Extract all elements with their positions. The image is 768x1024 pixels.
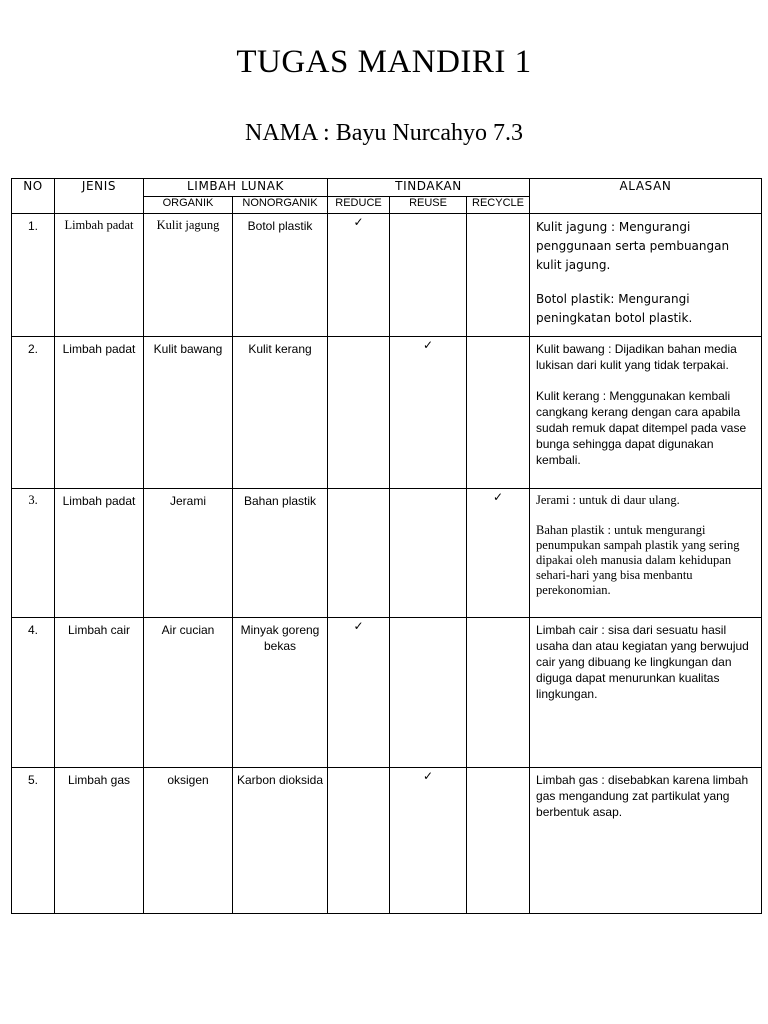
reuse-cell	[390, 768, 467, 914]
header-reuse: REUSE	[390, 197, 467, 214]
reduce-cell	[328, 768, 390, 914]
header-reduce: REDUCE	[328, 197, 390, 214]
row-nonorganik: Minyak goreng bekas	[233, 618, 328, 768]
header-limbah-lunak: LIMBAH LUNAK	[144, 179, 328, 197]
row-nonorganik: Bahan plastik	[233, 489, 328, 618]
alasan-text: Jerami : untuk di daur ulang.	[536, 493, 680, 507]
header-tindakan: TINDAKAN	[328, 179, 530, 197]
row-alasan	[530, 618, 762, 768]
row-jenis: Limbah padat	[55, 489, 144, 618]
row-organik: Kulit bawang	[144, 337, 233, 489]
alasan-text: Botol plastik: Mengurangi peningkatan botol plastik.	[536, 292, 693, 325]
row-number: 1.	[12, 214, 55, 337]
alasan-text: Kulit jagung : Mengurangi penggunaan serta pembuangan kulit jagung.	[536, 220, 730, 272]
header-no: NO	[12, 179, 55, 214]
check-icon: ✓	[422, 338, 434, 352]
row-nonorganik: Botol plastik	[233, 214, 328, 337]
row-nonorganik: Karbon dioksida	[233, 768, 328, 914]
recycle-cell	[467, 768, 530, 914]
reduce-cell	[328, 337, 390, 489]
row-jenis: Limbah padat	[55, 337, 144, 489]
row-number: 4.	[12, 618, 55, 768]
header-row-top	[12, 179, 762, 197]
reduce-cell	[328, 489, 390, 618]
reuse-cell	[390, 214, 467, 337]
reduce-cell	[328, 214, 390, 337]
waste-table	[11, 178, 762, 914]
reuse-cell	[390, 337, 467, 489]
document-title: TUGAS MANDIRI 1	[236, 44, 532, 80]
check-icon: ✓	[492, 490, 504, 504]
row-organik: oksigen	[144, 768, 233, 914]
student-name: NAMA : Bayu Nurcahyo 7.3	[245, 120, 523, 146]
header-organik: ORGANIK	[144, 197, 233, 214]
row-organik: Jerami	[144, 489, 233, 618]
reduce-cell	[328, 618, 390, 768]
row-alasan	[530, 337, 762, 489]
recycle-cell	[467, 618, 530, 768]
header-jenis: JENIS	[55, 179, 144, 214]
row-jenis: Limbah gas	[55, 768, 144, 914]
alasan-text: Limbah gas : disebabkan karena limbah gas mengandung zat partikulat yang berbentuk asap.	[536, 773, 749, 819]
alasan-text: Bahan plastik : untuk mengurangi penumpukan sampah plastik yang sering dipakai oleh manusia dalam kehidupan sehari-hari yang bisa menbantu perekonomian.	[536, 523, 740, 597]
table-row	[12, 489, 762, 618]
row-organik: Air cucian	[144, 618, 233, 768]
row-jenis: Limbah cair	[55, 618, 144, 768]
header-nonorganik: NONORGANIK	[233, 197, 328, 214]
table-row	[12, 337, 762, 489]
row-jenis: Limbah padat	[55, 214, 144, 337]
row-nonorganik: Kulit kerang	[233, 337, 328, 489]
header-recycle: RECYCLE	[467, 197, 530, 214]
check-icon: ✓	[353, 215, 364, 229]
recycle-cell	[467, 337, 530, 489]
row-alasan	[530, 214, 762, 337]
alasan-text: Kulit kerang : Menggunakan kembali cangkang kerang dengan cara apabila sudah remuk dapat ditempel pada vase bunga sehingga dapat digunakan kembali.	[536, 389, 747, 467]
row-number: 5.	[12, 768, 55, 914]
reuse-cell	[390, 489, 467, 618]
row-organik: Kulit jagung	[144, 214, 233, 337]
table-row	[12, 214, 762, 337]
header-alasan: ALASAN	[530, 179, 762, 214]
row-number: 3.	[12, 489, 55, 618]
table-row	[12, 768, 762, 914]
recycle-cell	[467, 489, 530, 618]
check-icon: ✓	[422, 769, 434, 783]
reuse-cell	[390, 618, 467, 768]
row-alasan	[530, 768, 762, 914]
recycle-cell	[467, 214, 530, 337]
check-icon: ✓	[353, 619, 364, 633]
row-number: 2.	[12, 337, 55, 489]
table-row	[12, 618, 762, 768]
alasan-text: Limbah cair : sisa dari sesuatu hasil usaha dan atau kegiatan yang berwujud cair yang dibuang ke lingkungan dan diguga dapat menurunkan kualitas lingkungan.	[536, 623, 749, 701]
row-alasan	[530, 489, 762, 618]
alasan-text: Kulit bawang : Dijadikan bahan media lukisan dari kulit yang tidak terpakai.	[536, 342, 737, 372]
